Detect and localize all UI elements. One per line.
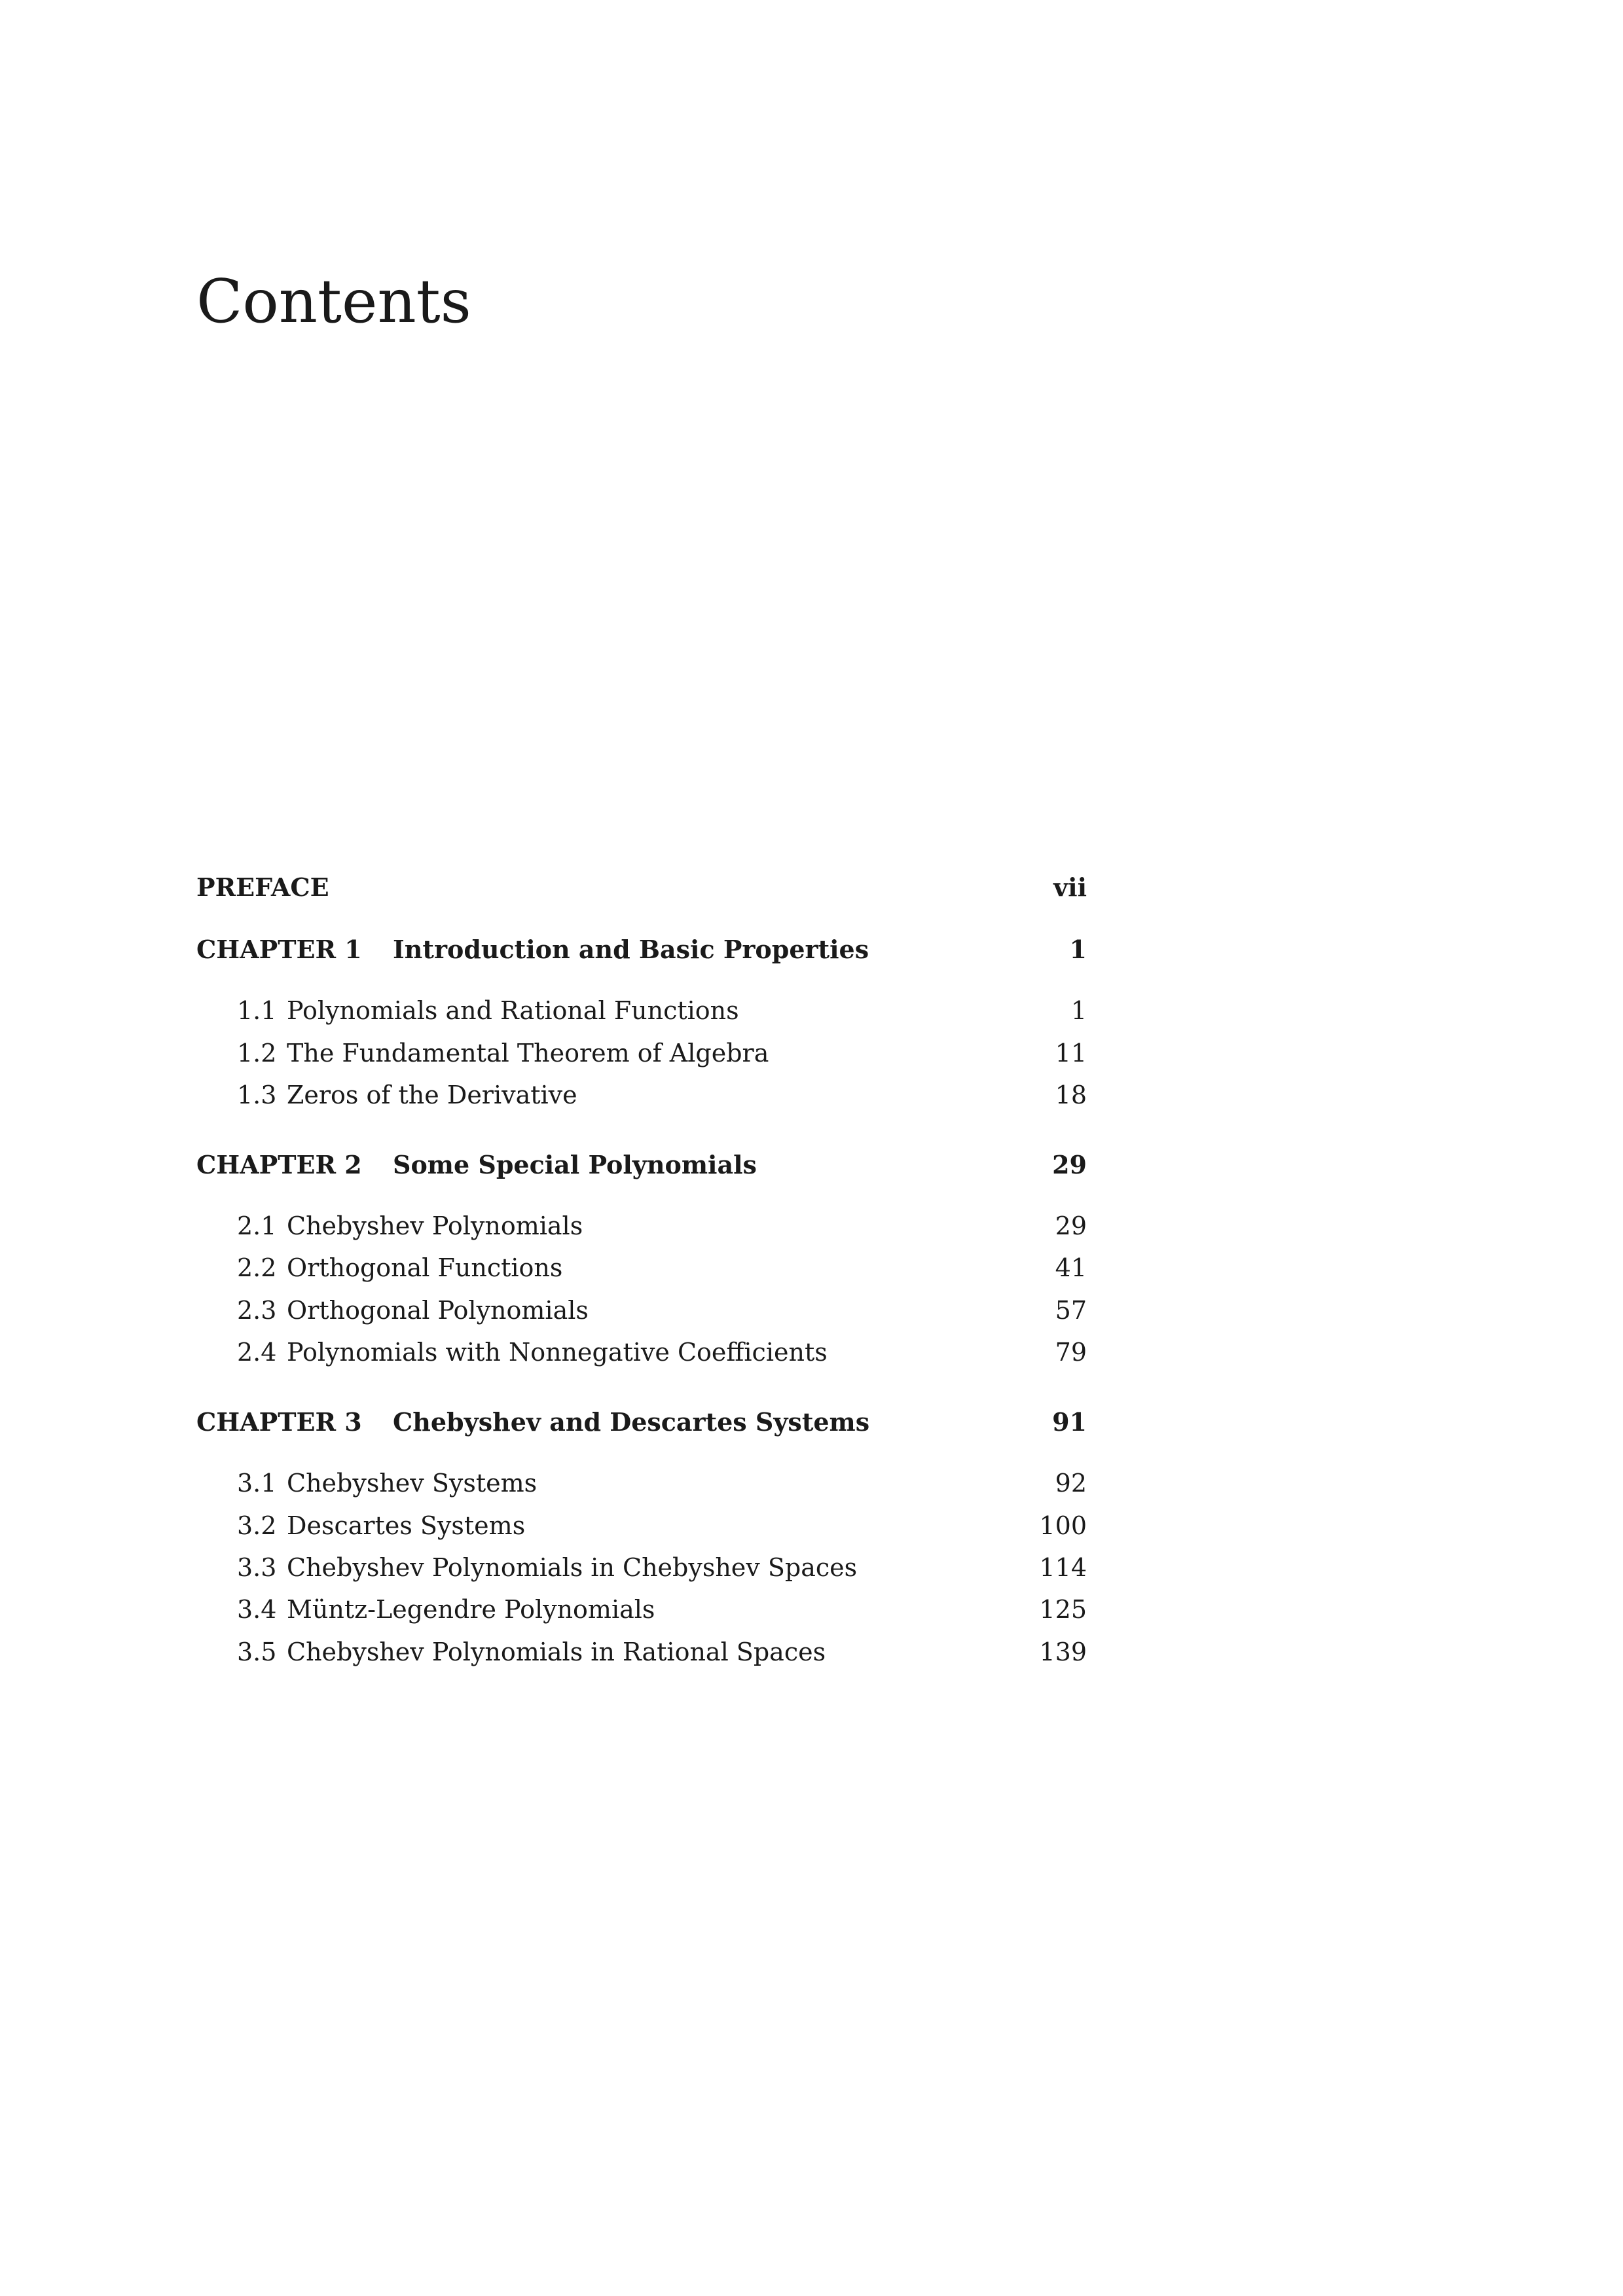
toc-page-number: 1 xyxy=(1070,996,1087,1025)
toc-section-number: 3.5 xyxy=(237,1638,277,1666)
toc-page-number: 92 xyxy=(1055,1469,1087,1498)
toc-section-title: Zeros of the Derivative xyxy=(287,1081,577,1109)
toc-page-number: 29 xyxy=(1052,1150,1087,1179)
toc-section-1-3[interactable] xyxy=(196,1075,1087,1115)
toc-chapter-label: CHAPTER 1 xyxy=(196,935,362,964)
toc-page-number: 11 xyxy=(1055,1039,1087,1067)
toc-section-3-4[interactable] xyxy=(196,1590,1087,1629)
toc-section-number: 3.3 xyxy=(237,1553,277,1582)
toc-section-title: Polynomials with Nonnegative Coefficients xyxy=(287,1338,828,1367)
toc-page-number: 57 xyxy=(1055,1296,1087,1325)
toc-section-number: 3.2 xyxy=(237,1511,277,1540)
toc-page-number: 41 xyxy=(1055,1253,1087,1282)
toc-section-title: Müntz-Legendre Polynomials xyxy=(287,1595,655,1624)
toc-section-3-1[interactable] xyxy=(196,1463,1087,1503)
toc-section-number: 2.4 xyxy=(237,1338,277,1367)
toc-section-title: Orthogonal Functions xyxy=(287,1253,563,1282)
toc-section-2-4[interactable] xyxy=(196,1333,1087,1372)
toc-chapter-1[interactable] xyxy=(196,930,1087,969)
toc-section-number: 1.1 xyxy=(237,996,277,1025)
toc-section-title: Chebyshev Polynomials in Rational Spaces xyxy=(287,1638,826,1666)
toc-chapter-3[interactable] xyxy=(196,1403,1087,1442)
toc-section-number: 3.4 xyxy=(237,1595,277,1624)
toc-section-title: Chebyshev Polynomials in Chebyshev Spaces xyxy=(287,1553,858,1582)
toc-page-number: vii xyxy=(1053,872,1087,902)
toc-page-number: 114 xyxy=(1039,1553,1087,1582)
toc-page-number: 125 xyxy=(1039,1595,1087,1624)
toc-chapter-title: Chebyshev and Descartes Systems xyxy=(393,1407,870,1437)
toc-page-number: 29 xyxy=(1055,1211,1087,1240)
toc-page-number: 139 xyxy=(1039,1638,1087,1666)
toc-chapter-label: CHAPTER 2 xyxy=(196,1150,362,1179)
toc-preface-label: PREFACE xyxy=(196,872,329,902)
page-title: Contents xyxy=(196,266,471,336)
toc-section-3-5[interactable] xyxy=(196,1632,1087,1672)
toc-section-2-2[interactable] xyxy=(196,1248,1087,1287)
toc-section-number: 2.1 xyxy=(237,1211,277,1240)
toc-page-number: 79 xyxy=(1055,1338,1087,1367)
toc-page-number: 18 xyxy=(1055,1081,1087,1109)
toc-chapter-title: Introduction and Basic Properties xyxy=(393,935,869,964)
toc-section-number: 1.2 xyxy=(237,1039,277,1067)
toc-section-3-2[interactable] xyxy=(196,1506,1087,1545)
toc-page-number: 91 xyxy=(1052,1407,1087,1437)
toc-section-title: Chebyshev Polynomials xyxy=(287,1211,583,1240)
toc-page-number: 100 xyxy=(1039,1511,1087,1540)
toc-section-title: Descartes Systems xyxy=(287,1511,526,1540)
toc-chapter-label: CHAPTER 3 xyxy=(196,1407,362,1437)
toc-section-2-1[interactable] xyxy=(196,1206,1087,1246)
toc-section-number: 1.3 xyxy=(237,1081,277,1109)
toc-section-number: 2.3 xyxy=(237,1296,277,1325)
toc-page-number: 1 xyxy=(1069,935,1087,964)
toc-section-2-3[interactable] xyxy=(196,1291,1087,1330)
toc-preface-entry[interactable] xyxy=(196,868,1087,907)
toc-section-title: Polynomials and Rational Functions xyxy=(287,996,739,1025)
toc-section-number: 2.2 xyxy=(237,1253,277,1282)
toc-section-title: Orthogonal Polynomials xyxy=(287,1296,589,1325)
toc-section-title: Chebyshev Systems xyxy=(287,1469,538,1498)
toc-section-title: The Fundamental Theorem of Algebra xyxy=(287,1039,769,1067)
toc-section-3-3[interactable] xyxy=(196,1548,1087,1587)
toc-chapter-2[interactable] xyxy=(196,1145,1087,1185)
toc-section-number: 3.1 xyxy=(237,1469,277,1498)
toc-chapter-title: Some Special Polynomials xyxy=(393,1150,757,1179)
toc-section-1-1[interactable] xyxy=(196,991,1087,1030)
toc-section-1-2[interactable] xyxy=(196,1033,1087,1073)
